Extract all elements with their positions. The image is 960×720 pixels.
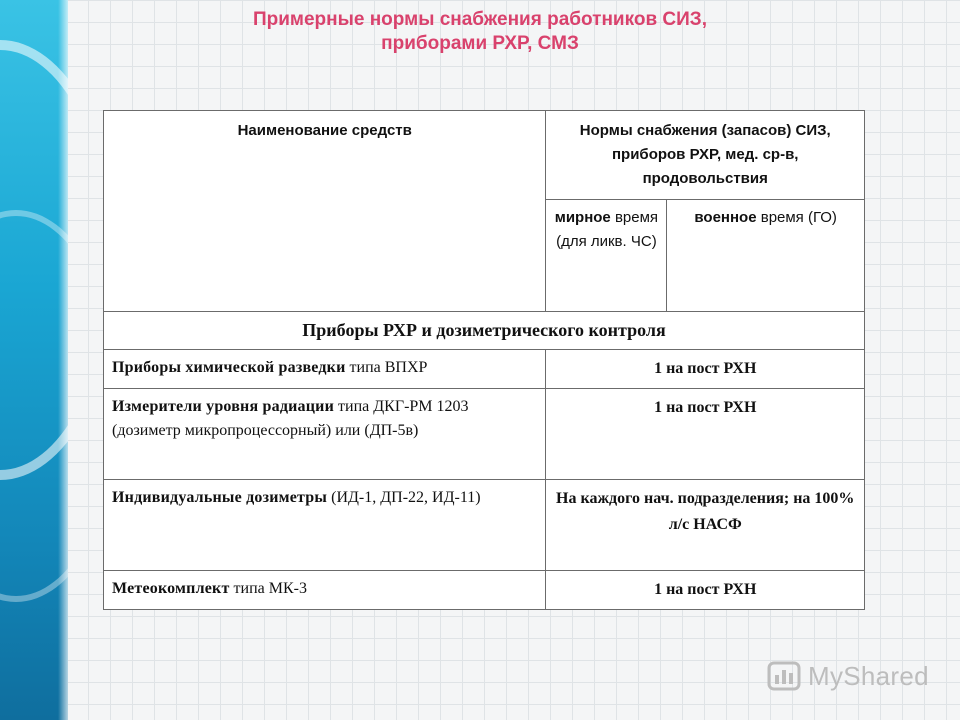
myshared-logo-icon (766, 658, 802, 694)
header-peace-rest: время (для ликв. ЧС) (556, 209, 659, 251)
section-row (104, 312, 865, 350)
item-name-cell (104, 480, 546, 571)
header-war-bold: военное (694, 209, 757, 227)
header-peace-bold: мирное (554, 209, 611, 227)
item-name-cell (104, 571, 546, 610)
header-norms-cell: Нормы снабжения (запасов) СИЗ, приборов РХР, мед. ср-в, продовольствия (546, 111, 865, 200)
item-name-cell (104, 389, 546, 480)
item-name-rest: (ИД-1, ДП-22, ИД-11) (327, 489, 481, 506)
item-name-rest: типа ДКГ-РМ 1203 (дозиметр микропроцессорный) или (ДП-5в) (112, 398, 469, 439)
table-row (104, 480, 865, 571)
section-title: Приборы РХР и дозиметрического контроля (104, 312, 865, 350)
item-name-bold: Метеокомплект (112, 580, 230, 597)
myshared-watermark (766, 654, 929, 698)
header-name-cell: Наименование средств (104, 111, 546, 312)
item-name-rest: типа ВПХР (345, 359, 428, 376)
myshared-logo-text: MyShared (808, 660, 929, 691)
header-war-time-cell (667, 200, 865, 312)
item-value-cell: На каждого нач. подразделения; на 100% л/с НАСФ (546, 480, 865, 571)
item-name-bold: Индивидуальные дозиметры (112, 489, 328, 506)
item-name-bold: Измерители уровня радиации (112, 398, 335, 415)
table-row (104, 571, 865, 610)
table-header-row (104, 111, 865, 200)
item-name-cell (104, 350, 546, 389)
slide-title (160, 8, 800, 56)
item-value-cell: 1 на пост РХН (546, 350, 865, 389)
item-value-cell: 1 на пост РХН (546, 389, 865, 480)
table-row (104, 389, 865, 480)
decorative-strip (58, 0, 68, 720)
norms-table (103, 110, 865, 610)
slide-title-line2: приборами РХР, СМЗ (381, 33, 579, 54)
item-value-cell: 1 на пост РХН (546, 571, 865, 610)
slide-title-line1: Примерные нормы снабжения работников СИЗ, (252, 9, 707, 30)
header-peace-time-cell (546, 200, 667, 312)
item-name-bold: Приборы химической разведки (112, 359, 346, 376)
item-name-rest: типа МК-3 (229, 580, 307, 597)
header-war-rest: время (ГО) (760, 209, 837, 227)
table-row (104, 350, 865, 389)
